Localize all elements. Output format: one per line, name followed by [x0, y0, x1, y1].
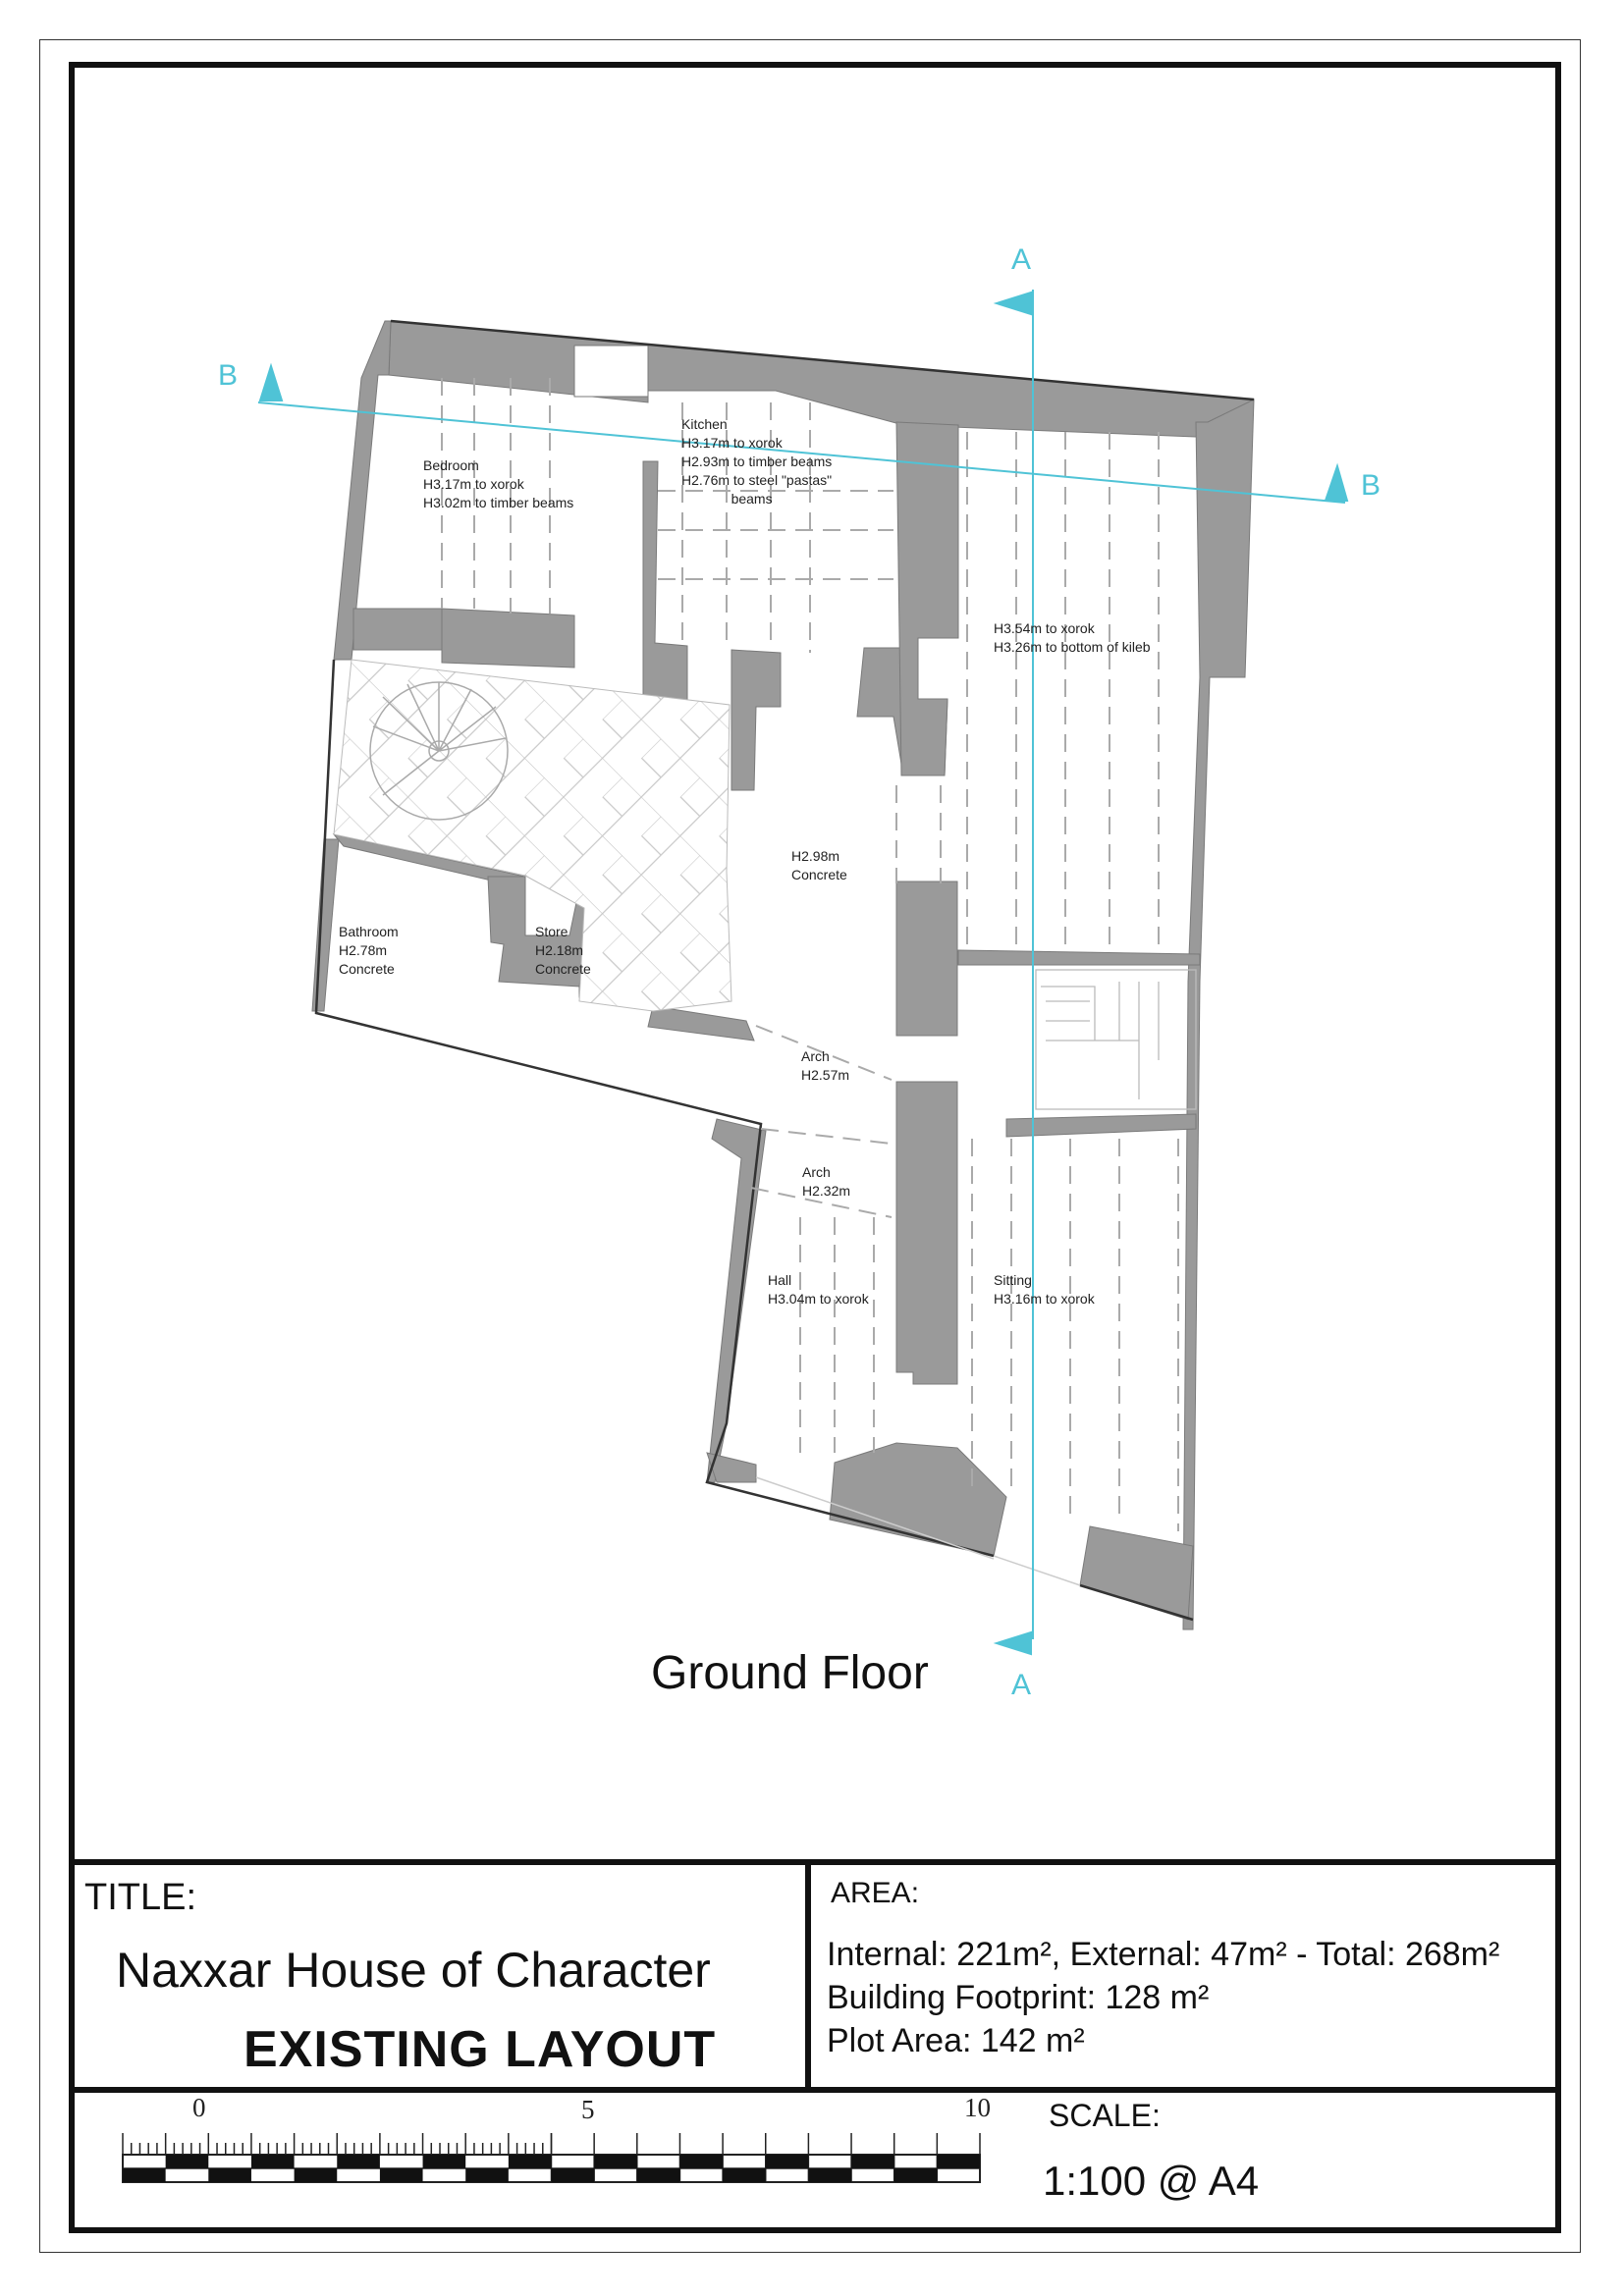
scale-bar-cell [423, 2155, 466, 2168]
drawing-name: EXISTING LAYOUT [244, 2021, 717, 2078]
section-a-label-bottom: A [1011, 1669, 1032, 1701]
scale-tick-0: 0 [192, 2093, 206, 2122]
wall-corridor [648, 1006, 754, 1041]
scale-bar-cell [251, 2155, 295, 2168]
scale-tick-5: 5 [581, 2095, 595, 2124]
scale-bar-cell [723, 2168, 766, 2182]
area-label: AREA: [831, 1877, 920, 1909]
area-line-internal: Internal: 221m², External: 47m² - Total: 268m² [827, 1936, 1500, 1973]
wall-divider-lower [1006, 1114, 1196, 1137]
section-a-label-top: A [1011, 243, 1032, 276]
room-label-kitchen: Kitchen H3.17m to xorok H2.93m to timber beams H2.76m to steel "pastas" beams [681, 416, 833, 507]
scale-bar-cell [594, 2155, 637, 2168]
scale-label: SCALE: [1049, 2098, 1161, 2133]
room-label-bathroom: Bathroom H2.78m Concrete [339, 924, 399, 977]
wall-bedroom-block [442, 609, 574, 667]
wall-bottom-right [1080, 1526, 1193, 1620]
scale-bar-cell [766, 2155, 809, 2168]
wall-kitchen-mid [731, 650, 781, 790]
title-block-mid-rule [69, 2087, 1561, 2093]
scale-bar [118, 2125, 987, 2204]
wall-bottom-block [830, 1443, 1006, 1556]
floor-title: Ground Floor [651, 1647, 929, 1699]
scale-bar-cell [123, 2168, 166, 2182]
area-values [827, 1933, 1499, 2062]
wall-divider-upper [958, 950, 1200, 965]
scale-tick-10: 10 [964, 2093, 991, 2122]
scale-bar-cell [465, 2168, 509, 2182]
room-label-arch-2: Arch H2.32m [802, 1164, 851, 1199]
section-b-arrow-left [260, 366, 282, 400]
scale-bar-cell [380, 2168, 423, 2182]
scale-bar-cell [509, 2155, 552, 2168]
wall-pillar-1 [896, 422, 958, 775]
scale-bar-cell [894, 2168, 938, 2182]
section-a-arrow-bottom [997, 1632, 1031, 1654]
section-b-arrow-right [1326, 466, 1347, 501]
scale-bar-cell [208, 2168, 251, 2182]
room-label-arch-1: Arch H2.57m [801, 1048, 850, 1083]
title-block-divider [805, 1862, 811, 2090]
scale-bar-cell [679, 2155, 723, 2168]
scale-bar-cell [851, 2155, 894, 2168]
wall-lintel-1 [574, 346, 648, 397]
section-a-arrow-top [997, 293, 1031, 314]
scale-bar-cell [937, 2155, 980, 2168]
wall-bath-left [312, 839, 339, 1011]
straight-stair [1036, 970, 1196, 1109]
wall-lower-left [707, 1119, 766, 1482]
room-label-store: Store H2.18m Concrete [535, 924, 591, 977]
scale-value: 1:100 @ A4 [1043, 2158, 1260, 2204]
section-b-label-left: B [218, 359, 239, 392]
wall-bedroom-bottom [353, 609, 442, 650]
section-b-label-right: B [1361, 469, 1381, 502]
scale-bar-cell [295, 2168, 338, 2182]
scale-bar-cell [337, 2155, 380, 2168]
scale-bar-cell [637, 2168, 680, 2182]
walls [312, 321, 1254, 1629]
wall-pillar-2 [896, 881, 957, 1036]
room-label-hall: Hall H3.04m to xorok [768, 1272, 869, 1307]
area-line-plot: Plot Area: 142 m² [827, 2022, 1085, 2059]
room-label-sitting: Sitting H3.16m to xorok [994, 1272, 1095, 1307]
scale-bar-cell [166, 2155, 209, 2168]
scale-bar-cell [808, 2168, 851, 2182]
room-label-bedroom: Bedroom H3.17m to xorok H3.02m to timber beams [423, 457, 574, 510]
area-line-footprint: Building Footprint: 128 m² [827, 1979, 1210, 2016]
project-name: Naxxar House of Character [116, 1943, 711, 1998]
title-block-top-rule [69, 1859, 1561, 1865]
title-label: TITLE: [84, 1877, 197, 1918]
room-label-upper-right: H3.54m to xorok H3.26m to bottom of kileb [994, 620, 1151, 655]
wall-pillar-3 [896, 1082, 957, 1384]
scale-bar-cell [552, 2168, 595, 2182]
wall-right [1183, 400, 1254, 1629]
room-label-concrete: H2.98m Concrete [791, 848, 847, 882]
